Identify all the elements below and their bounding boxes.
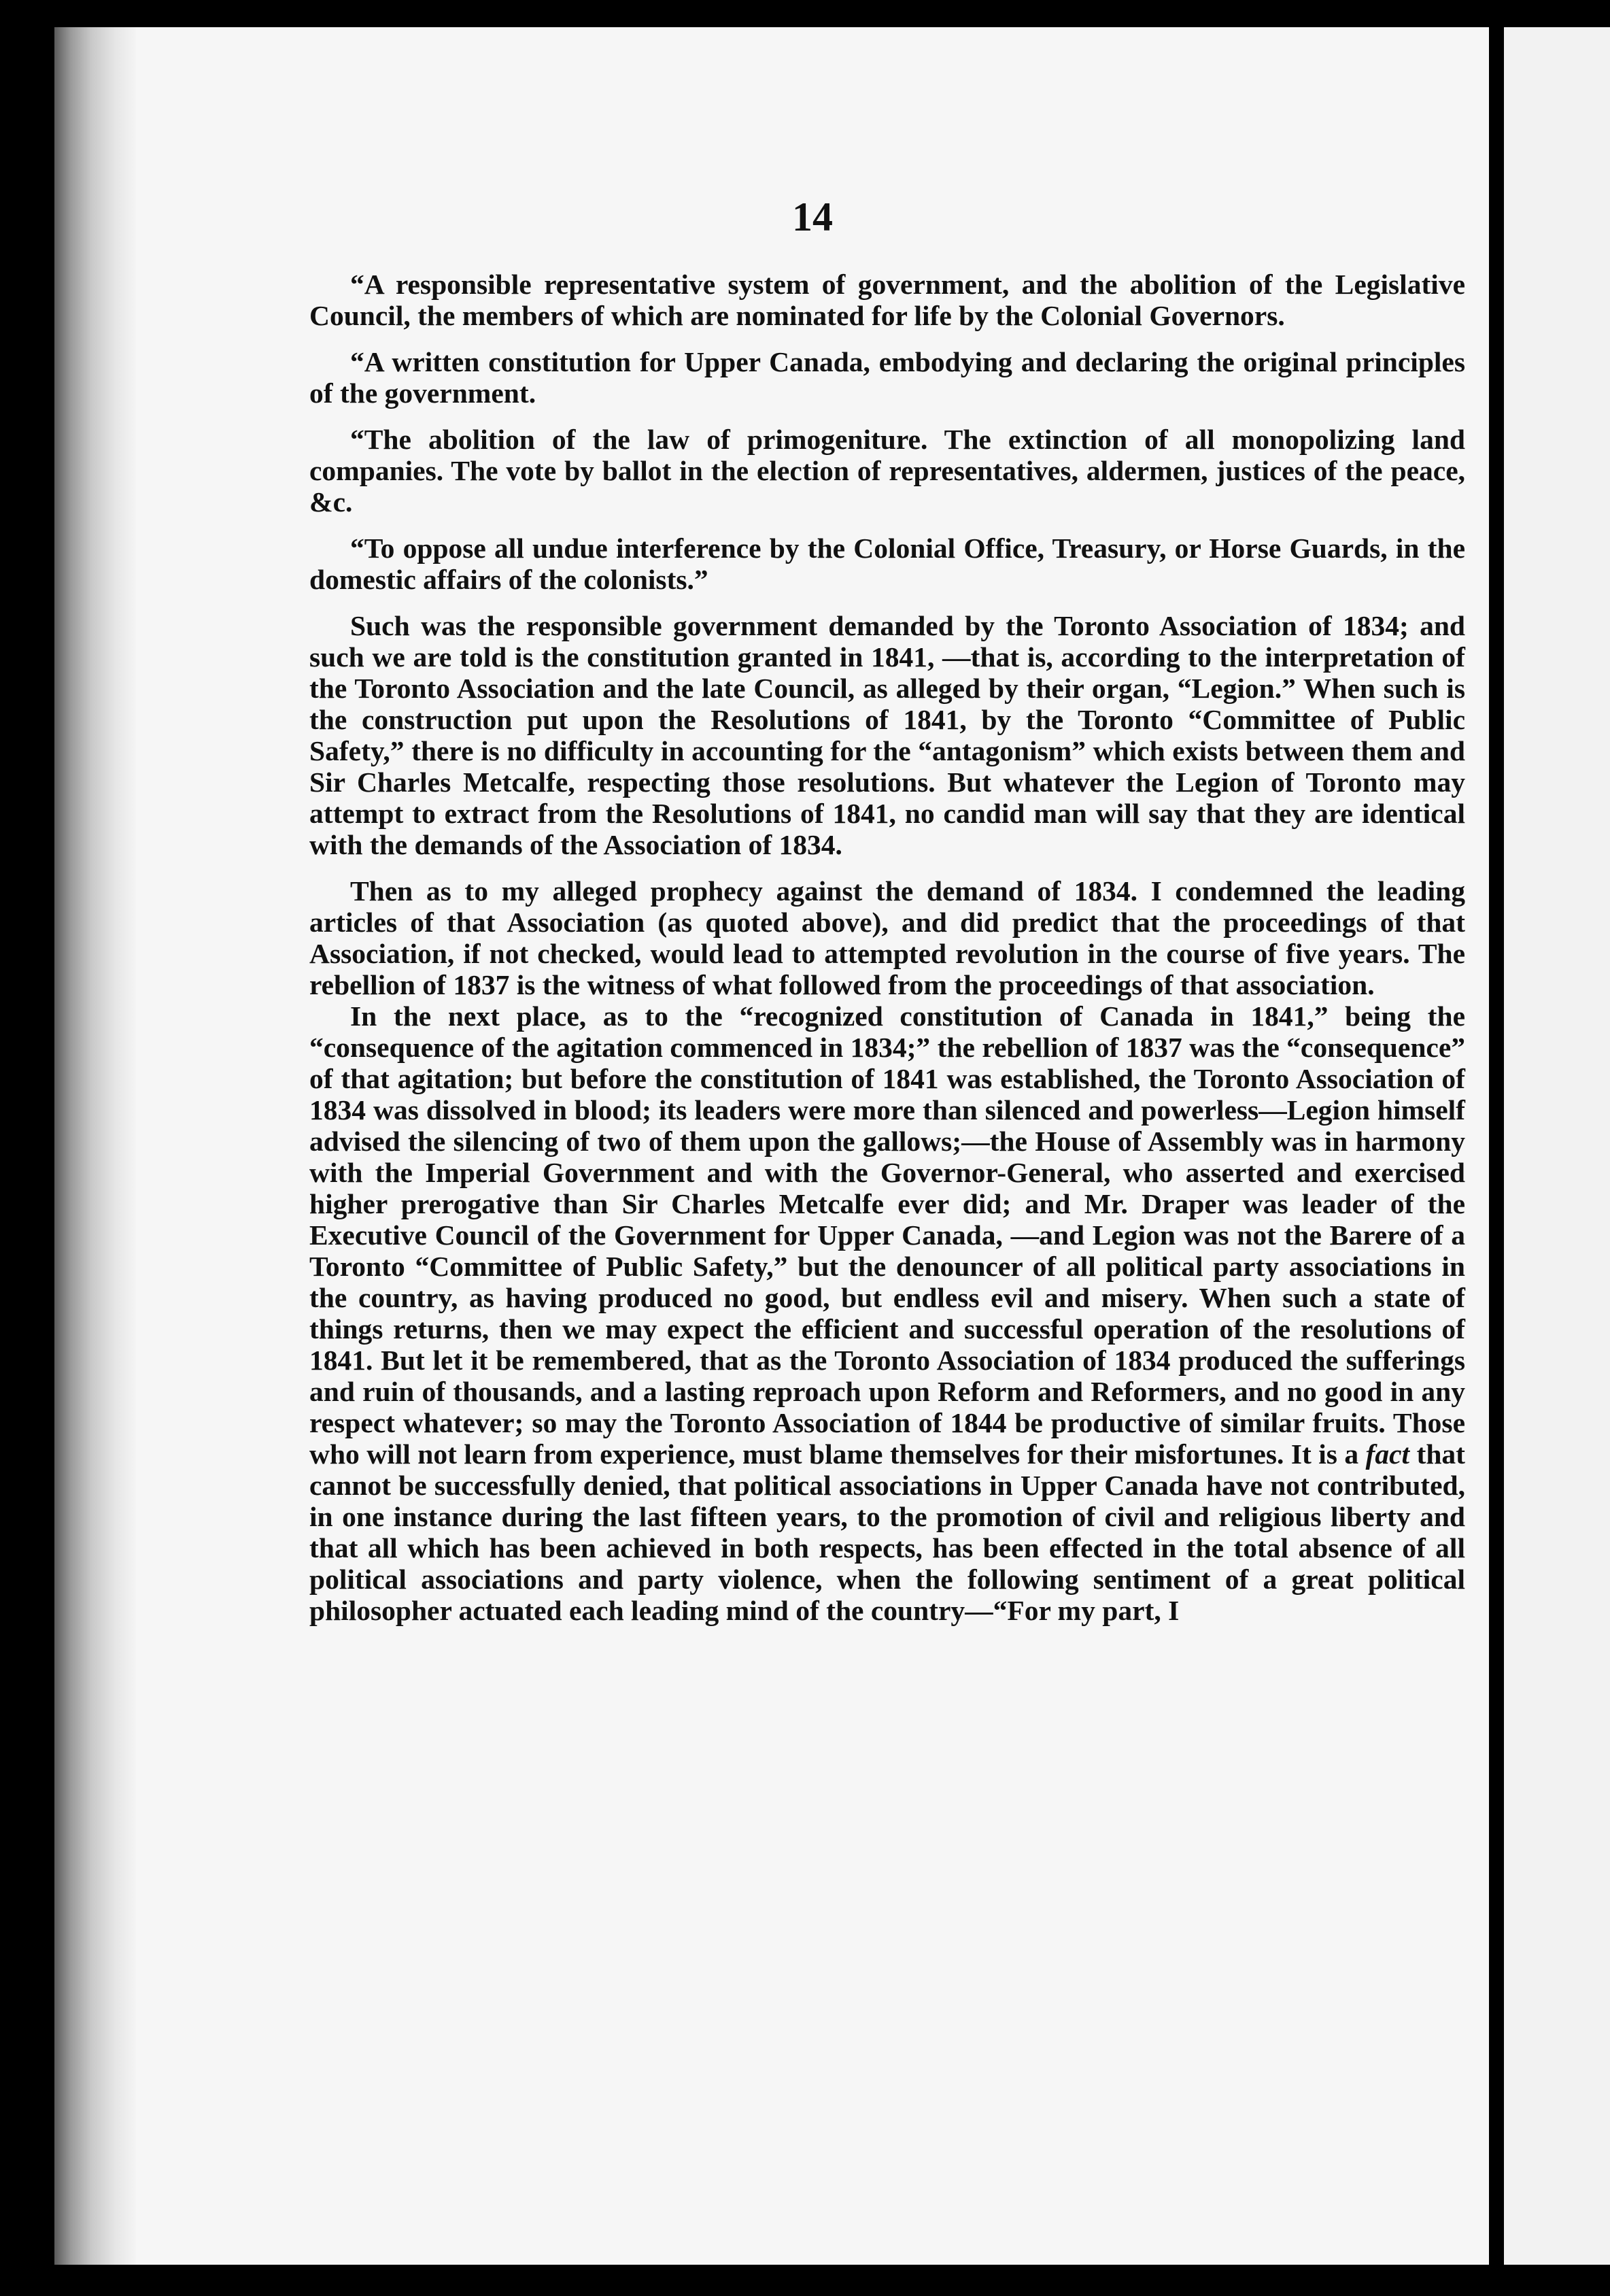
facing-page-edge xyxy=(1504,27,1610,2265)
body-paragraph-3-part-1: In the next place, as to the “recognized constitution of Canada in 1841,” being the “consequence of the agitation commenced in 1834;” the rebellion of 1837 was the “consequence” of that agitation; but before the constitution of 1841 was established, the Toronto Association of 1834 was dissolved in blood; its leaders were more than silenced and powerless—Legion himself advised the silencing of two of them upon the gallows;—the House of Assembly was in harmony with the Imperial Government and with the Governor-General, who asserted and exercised higher prerogative than Sir Charles Metcalfe ever did; and Mr. Draper was leader of the Executive Council of the Government for Upper Canada, —and Legion was not the Barere of a Toronto “Committee of Public Safety,” but the denouncer of all political party associations in the country, as having produced no good, but endless evil and misery. When such a state of things returns, then we may expect the efficient and successful operation of the resolutions of 1841. But let it be remembered, that as the Toronto Association of 1834 produced the sufferings and ruin of thousands, and a lasting reproach upon Reform and Reformers, and no good in any respect whatever; so may the Toronto Association of 1844 be productive of similar fruits. Those who will not learn from experience, must blame themselves for their misfortunes. It is a xyxy=(309,1000,1465,1470)
document-page xyxy=(136,27,1489,2265)
emphasis-fact: fact xyxy=(1365,1438,1410,1470)
quote-paragraph-2: “A written constitution for Upper Canada, embodying and declaring the original principles of the government. xyxy=(309,346,1465,409)
page-number: 14 xyxy=(792,195,833,239)
body-paragraph-1: Such was the responsible government demanded by the Toronto Association of 1834; and such we are told is the constitution granted in 1841, —that is, according to the interpretation of the Toronto Association and the late Council, as alleged by their organ, “Legion.” When such is the construction put upon the Resolutions of 1841, by the Toronto “Committee of Public Safety,” there is no difficulty in accounting for the “antagonism” which exists between them and Sir Charles Metcalfe, respecting those resolutions. But whatever the Legion of Toronto may attempt to extract from the Resolutions of 1841, no candid man will say that they are identical with the demands of the Association of 1834. xyxy=(309,610,1465,860)
body-paragraph-3 xyxy=(309,1000,1465,1626)
quote-paragraph-1: “A responsible representative system of government, and the abolition of the Legislative Council, the members of which are nominated for life by the Colonial Governors. xyxy=(309,269,1465,331)
body-paragraph-2: Then as to my alleged prophecy against the demand of 1834. I condemned the leading articles of that Association (as quoted above), and did predict that the proceedings of that Association, if not checked, would lead to attempted revolution in the course of five years. The rebellion of 1837 is the witness of what followed from the proceedings of that association. xyxy=(309,875,1465,1000)
book-binding-edge xyxy=(54,27,136,2265)
scan-margin-left xyxy=(0,0,54,2296)
body-text xyxy=(309,269,1465,1626)
quote-paragraph-3: “The abolition of the law of primogeniture. The extinction of all monopolizing land companies. The vote by ballot in the election of representatives, aldermen, justices of the peace, &c. xyxy=(309,424,1465,518)
quote-paragraph-4: “To oppose all undue interference by the Colonial Office, Treasury, or Horse Guards, in the domestic affairs of the colonists.” xyxy=(309,533,1465,595)
page-gutter-divider xyxy=(1489,0,1504,2296)
body-paragraph-3-part-2: that cannot be successfully denied, that political associations in Upper Canada have not contributed, in one instance during the last fifteen years, to the promotion of civil and religious liberty and that all which has been achieved in both respects, has been effected in the total absence of all political associations and party violence, when the following sentiment of a great political philosopher actuated each leading mind of the country—“For my part, I xyxy=(309,1438,1465,1626)
